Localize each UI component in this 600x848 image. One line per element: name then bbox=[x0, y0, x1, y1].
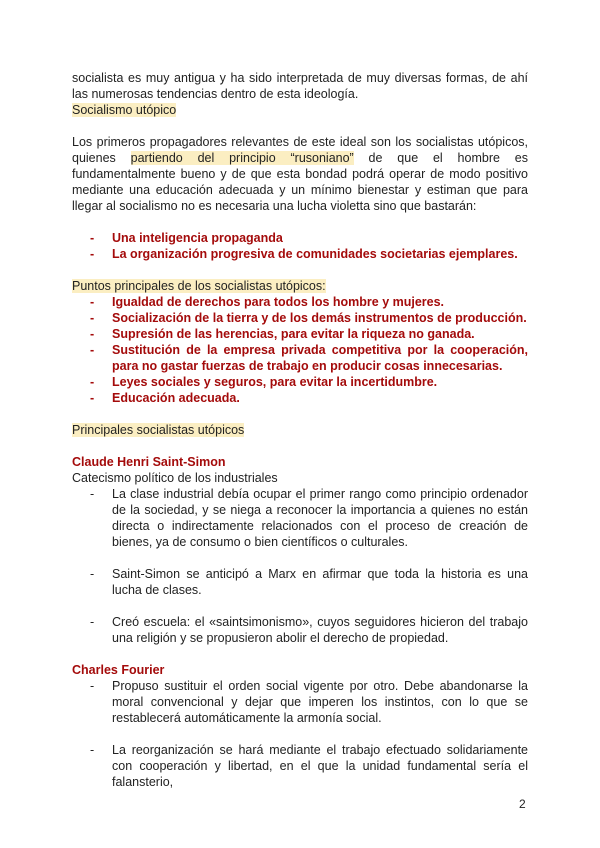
list-item: - Sustitución de la empresa privada competitiva por la cooperación, para no gastar fuerzas de trabajo en producir cosas innecesarias. bbox=[90, 343, 528, 373]
list-item: - Supresión de las herencias, para evitar la riqueza no ganada. bbox=[90, 327, 475, 341]
list-item: - Socialización de la tierra y de los demás instrumentos de producción. bbox=[90, 311, 527, 325]
page-number: 2 bbox=[519, 797, 526, 811]
name-fourier: Charles Fourier bbox=[72, 663, 165, 677]
list-item: - La reorganización se hará mediante el trabajo efectuado solidariamente con cooperación y libertad, en el que la unidad fundamental sería el falansterio, bbox=[90, 743, 528, 789]
heading-principales-socialistas: Principales socialistas utópicos bbox=[72, 423, 245, 437]
subtitle-catecismo: Catecismo político de los industriales bbox=[72, 471, 278, 485]
list-item: - Propuso sustituir el orden social vigente por otro. Debe abandonarse la moral convencional y dejar que imperen los instintos, con lo que se restablecerá automáticamente la armonía social. bbox=[90, 679, 528, 725]
heading-puntos-principales: Puntos principales de los socialistas utópicos: bbox=[72, 279, 326, 293]
intro-paragraph: socialista es muy antigua y ha sido interpretada de muy diversas formas, de ahí las numerosas tendencias dentro de esta ideología. bbox=[72, 71, 528, 101]
list-item: - La clase industrial debía ocupar el primer rango como principio ordenador de la sociedad, y se niega a reconocer la importancia a quienes no están directa o indirectamente relacionados con el proceso de creación de bienes, ya de consumo o bien científicos o culturales. bbox=[90, 487, 528, 549]
name-saint-simon: Claude Henri Saint-Simon bbox=[72, 455, 226, 469]
list-item: - Igualdad de derechos para todos los hombre y mujeres. bbox=[90, 295, 445, 309]
list-item: - Saint-Simon se anticipó a Marx en afirmar que toda la historia es una lucha de clases. bbox=[90, 567, 528, 597]
list-item: - Leyes sociales y seguros, para evitar la incertidumbre. bbox=[90, 375, 438, 389]
utopicos-paragraph: Los primeros propagadores relevantes de este ideal son los socialistas utópicos, quienes partiendo del principio “rusoniano” de que el hombre es fundamentalmente bueno y de que esta bondad podrá operar de modo positivo mediante una educación adecuada y un mínimo bienestar y estiman que para llegar al socialismo no es necesaria una lucha violetta sino que bastarán: bbox=[72, 135, 528, 213]
list-item: - Creó escuela: el «saintsimonismo», cuyos seguidores hicieron del trabajo una religión y se propusieron abolir el derecho de propiedad. bbox=[90, 615, 528, 645]
highlighted-phrase: partiendo del principio “rusoniano” bbox=[130, 151, 354, 165]
list-item: - La organización progresiva de comunidades societarias ejemplares. bbox=[90, 247, 518, 261]
list-item: - Educación adecuada. bbox=[90, 391, 240, 405]
page-content bbox=[72, 70, 528, 790]
heading-socialismo-utopico: Socialismo utópico bbox=[72, 103, 177, 117]
list-item: - Una inteligencia propaganda bbox=[90, 231, 283, 245]
